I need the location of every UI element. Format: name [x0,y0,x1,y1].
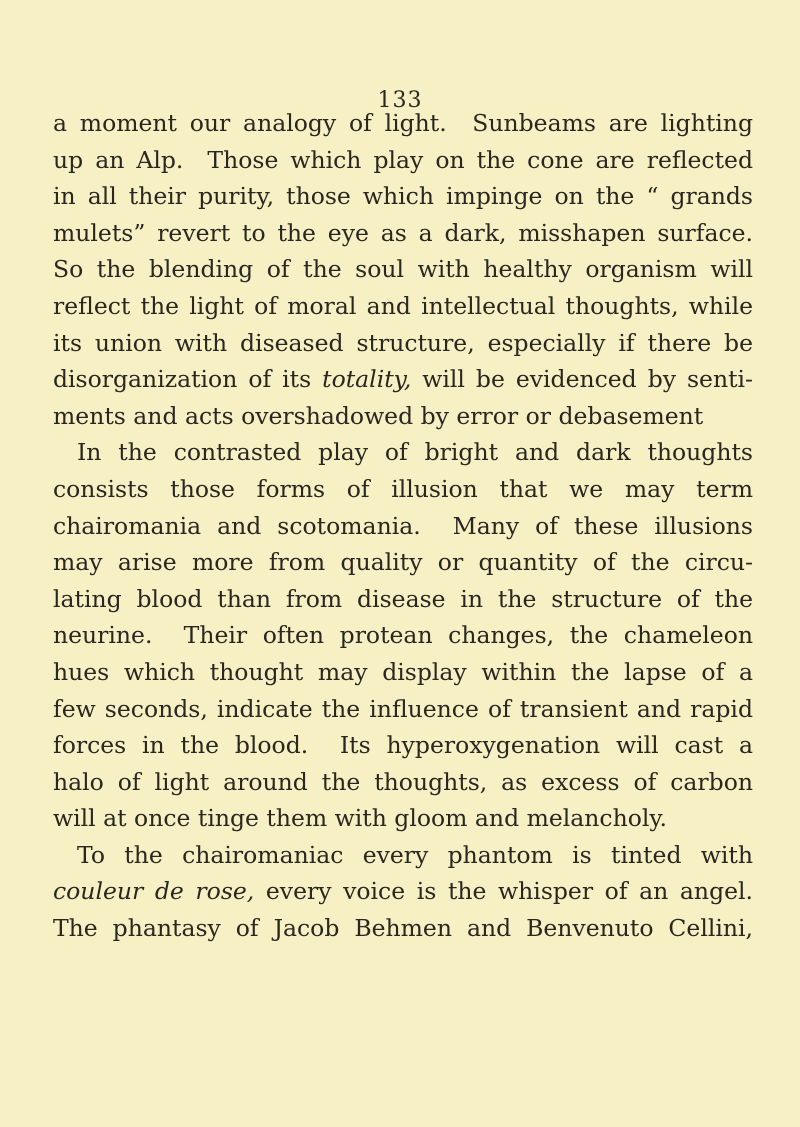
text-line [53,215,753,252]
italic-text: totality, [322,365,412,394]
line-text: forces in the blood. Its hyperoxygenation will cast a [53,731,753,760]
line-text: neurine. Their often protean changes, the chameleon [53,621,753,650]
text-line [53,398,753,435]
line-text: The phantasy of Jacob Behmen and Benvenuto Cellini, [53,914,753,943]
text-line [53,764,753,801]
text-line [53,727,753,764]
line-text: will be evidenced by senti- [411,365,753,394]
text-line [53,325,753,362]
line-text: consists those forms of illusion that we may term [53,474,753,503]
line-text: mulets” revert to the eye as a dark, misshapen surface. [53,218,753,247]
page-number: 133 [377,88,423,113]
line-text: ments and acts overshadowed by error or debasement [53,401,704,430]
line-text: lating blood than from disease in the structure of the [53,584,753,613]
text-line [53,544,753,581]
text-line [53,837,753,874]
text-line [53,471,753,508]
line-text: halo of light around the thoughts, as excess of carbon [53,767,753,796]
text-line [53,654,753,691]
body-text [53,105,753,947]
line-text: hues which thought may display within the lapse of a [53,657,753,686]
text-line [53,251,753,288]
line-text: In the contrasted play of bright and dark thoughts [77,438,753,467]
line-text: may arise more from quality or quantity of the circu- [53,548,753,577]
line-text: few seconds, indicate the influence of transient and rapid [53,694,753,723]
text-line [53,800,753,837]
text-line [53,910,753,947]
line-text: chairomania and scotomania. Many of these illusions [53,511,753,540]
text-line [53,508,753,545]
text-line [53,288,753,325]
line-text: its union with diseased structure, especially if there be [53,328,753,357]
line-text: every voice is the whisper of an angel. [254,877,753,906]
text-line [53,105,753,142]
line-text: will at once tinge them with gloom and melancholy. [53,804,668,833]
line-text: disorganization of its [53,365,323,394]
text-line [53,581,753,618]
line-text: To the chairomaniac every phantom is tinted with [77,840,753,869]
text-line [53,434,753,471]
italic-text: couleur de rose, [53,877,255,906]
line-text: So the blending of the soul with healthy organism will [53,255,753,284]
text-line [53,142,753,179]
text-line [53,178,753,215]
text-line [53,691,753,728]
text-line [53,617,753,654]
text-line [53,873,753,910]
line-text: reflect the light of moral and intellectual thoughts, while [53,291,753,320]
text-line [53,361,753,398]
line-text: up an Alp. Those which play on the cone are reflected [53,145,753,174]
line-text: in all their purity, those which impinge on the “ grands [53,182,753,211]
line-text: a moment our analogy of light. Sunbeams are lighting [53,109,753,137]
